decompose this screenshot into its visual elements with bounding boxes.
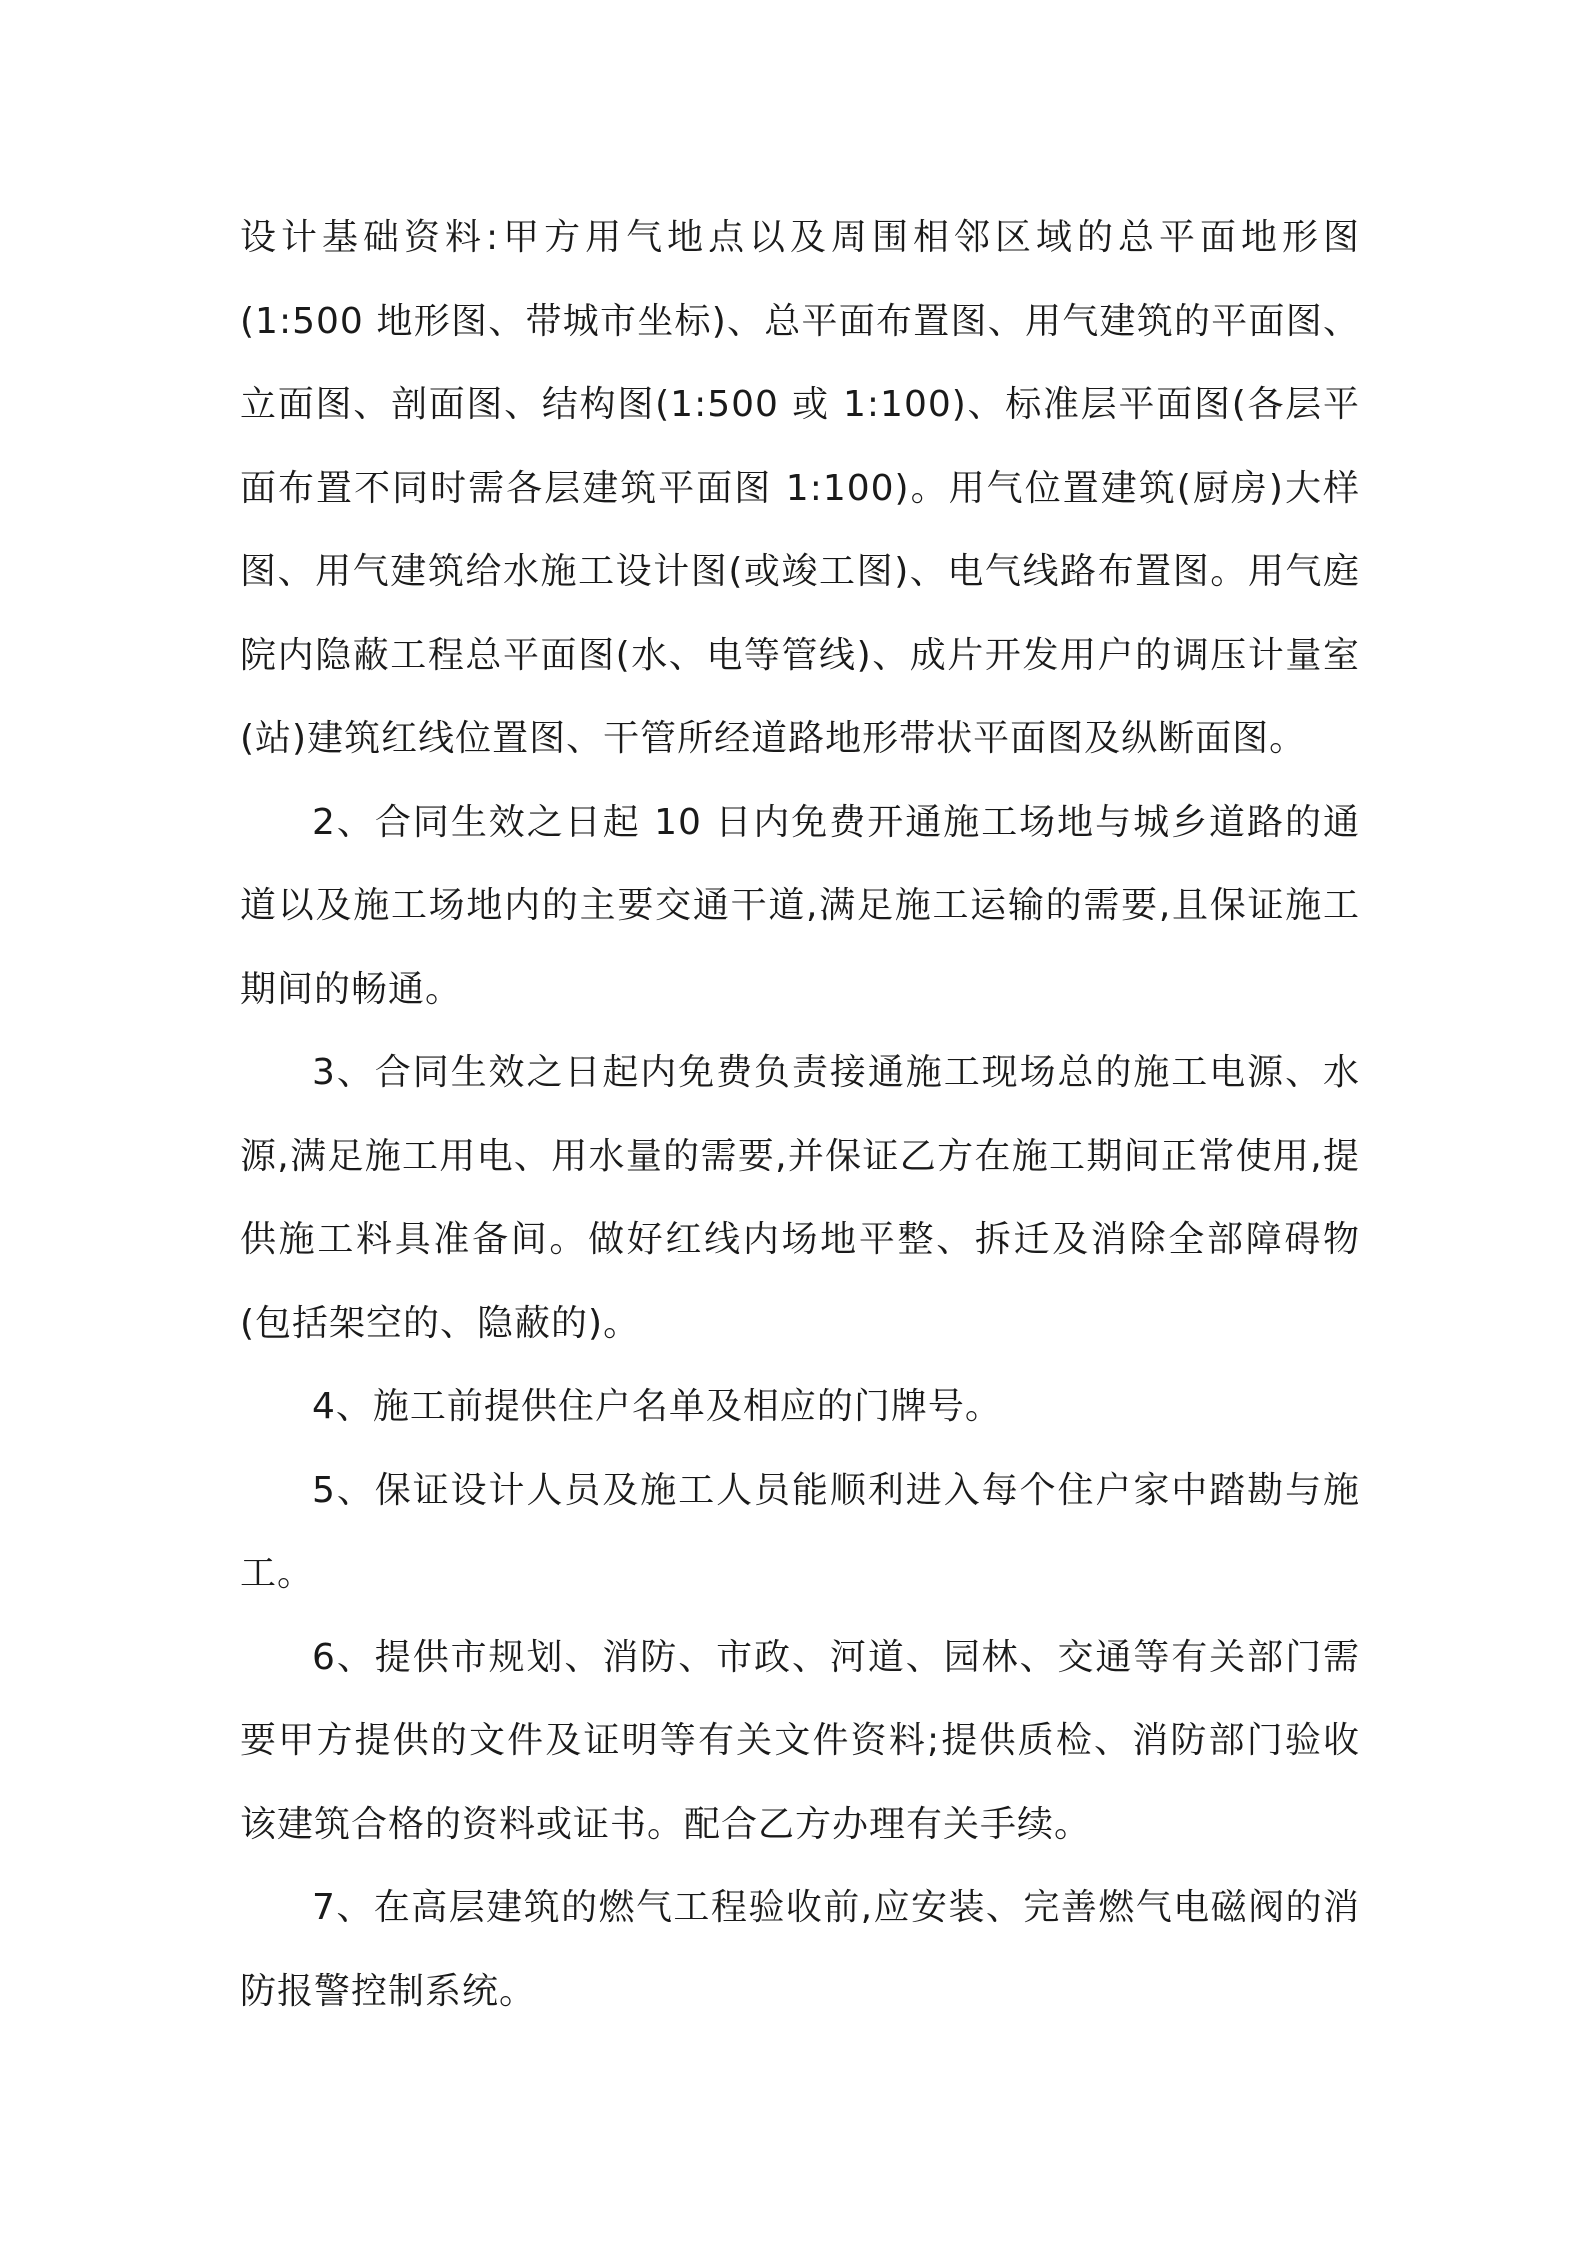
paragraph-item-5: 5、保证设计人员及施工人员能顺利进入每个住户家中踏勘与施工。 bbox=[240, 1469, 1360, 1594]
paragraph-item-2: 2、合同生效之日起 10 日内免费开通施工场地与城乡道路的通道以及施工场地内的主要交通干道,满足施工运输的需要,且保证施工期间的畅通。 bbox=[240, 801, 1360, 1010]
paragraph-item-6: 6、提供市规划、消防、市政、河道、园林、交通等有关部门需要甲方提供的文件及证明等有关文件资料;提供质检、消防部门验收该建筑合格的资料或证书。配合乙方办理有关手续。 bbox=[240, 1636, 1360, 1845]
paragraph-item-7: 7、在高层建筑的燃气工程验收前,应安装、完善燃气电磁阀的消防报警控制系统。 bbox=[240, 1887, 1360, 2012]
paragraph-item-4: 4、施工前提供住户名单及相应的门牌号。 bbox=[312, 1386, 1002, 1427]
document-body bbox=[240, 196, 1360, 2033]
paragraph-design-materials: 设计基础资料:甲方用气地点以及周围相邻区域的总平面地形图(1:500 地形图、带城市坐标)、总平面布置图、用气建筑的平面图、立面图、剖面图、结构图(1:500 或 1:100)、标准层平面图(各层平面布置不同时需各层建筑平面图 1:100)。用气位置建筑(厨房)大样图、用气建筑给水施工设计图(或竣工图)、电气线路布置图。用气庭院内隐蔽工程总平面图(水、电等管线)、成片开发用户的调压计量室(站)建筑红线位置图、干管所经道路地形带状平面图及纵断面图。 bbox=[240, 217, 1360, 759]
paragraph-item-3: 3、合同生效之日起内免费负责接通施工现场总的施工电源、水源,满足施工用电、用水量的需要,并保证乙方在施工期间正常使用,提供施工料具准备间。做好红线内场地平整、拆迁及消除全部障碍物(包括架空的、隐蔽的)。 bbox=[240, 1052, 1360, 1344]
